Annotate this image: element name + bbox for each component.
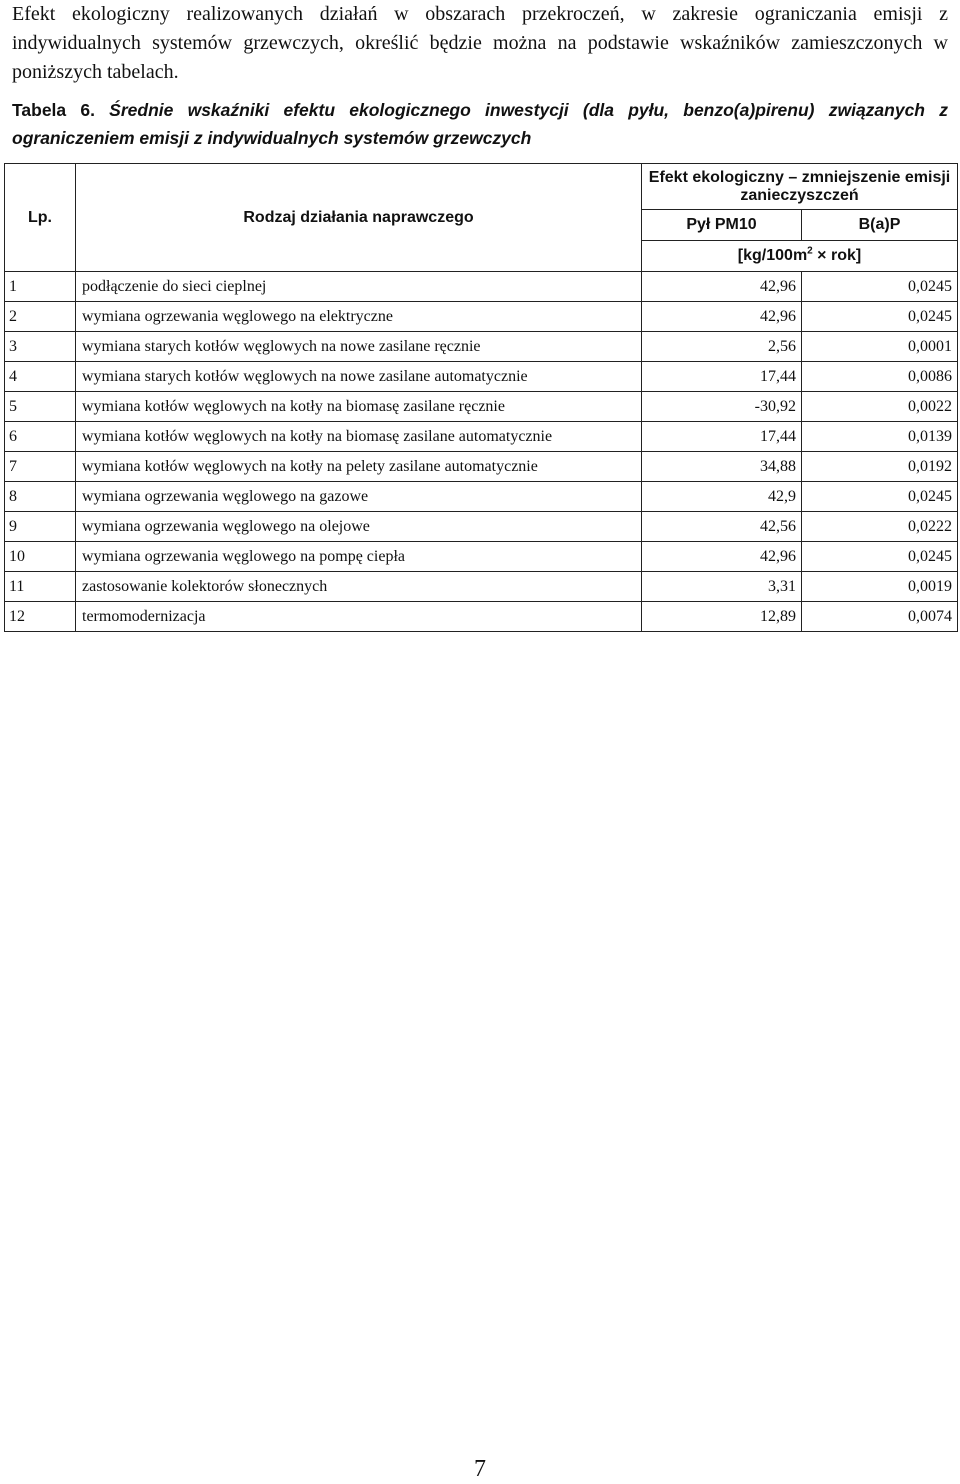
table-row <box>5 392 958 422</box>
row-lp: 2 <box>5 302 76 332</box>
row-lp: 11 <box>5 572 76 602</box>
row-pm10: 12,89 <box>642 602 802 632</box>
table-row <box>5 302 958 332</box>
table-row <box>5 332 958 362</box>
row-lp: 7 <box>5 452 76 482</box>
row-pm10: 2,56 <box>642 332 802 362</box>
header-bap: B(a)P <box>802 210 958 241</box>
row-action: wymiana ogrzewania węglowego na pompę ciepła <box>76 542 642 572</box>
header-lp: Lp. <box>5 164 76 272</box>
row-bap: 0,0245 <box>802 542 958 572</box>
header-effect: Efekt ekologiczny – zmniejszenie emisji zanieczyszczeń <box>642 164 958 210</box>
row-bap: 0,0245 <box>802 482 958 512</box>
row-bap: 0,0001 <box>802 332 958 362</box>
row-action: wymiana kotłów węglowych na kotły na biomasę zasilane ręcznie <box>76 392 642 422</box>
header-unit-sup: 2 <box>807 245 813 257</box>
row-bap: 0,0022 <box>802 392 958 422</box>
table-row <box>5 512 958 542</box>
row-bap: 0,0245 <box>802 302 958 332</box>
row-bap: 0,0222 <box>802 512 958 542</box>
table-row <box>5 272 958 302</box>
row-pm10: 42,96 <box>642 272 802 302</box>
emission-effect-table <box>4 163 958 632</box>
row-lp: 8 <box>5 482 76 512</box>
row-action: termomodernizacja <box>76 602 642 632</box>
row-bap: 0,0245 <box>802 272 958 302</box>
row-lp: 9 <box>5 512 76 542</box>
row-action: wymiana starych kotłów węglowych na nowe zasilane automatycznie <box>76 362 642 392</box>
row-bap: 0,0019 <box>802 572 958 602</box>
header-action: Rodzaj działania naprawczego <box>76 164 642 272</box>
header-unit-prefix: [kg/100m <box>737 247 808 264</box>
intro-paragraph: Efekt ekologiczny realizowanych działań w obszarach przekroczeń, w zakresie ograniczania emisji z indywidualnych systemów grzewczych, określić będzie można na podstawie wskaźników zamieszczonych w poniższych tabelach. <box>12 3 948 83</box>
header-unit-suffix: × rok] <box>812 247 862 264</box>
row-bap: 0,0086 <box>802 362 958 392</box>
row-lp: 6 <box>5 422 76 452</box>
row-pm10: 42,56 <box>642 512 802 542</box>
row-lp: 5 <box>5 392 76 422</box>
row-action: wymiana kotłów węglowych na kotły na pelety zasilane automatycznie <box>76 452 642 482</box>
row-lp: 3 <box>5 332 76 362</box>
row-pm10: 42,9 <box>642 482 802 512</box>
row-pm10: 34,88 <box>642 452 802 482</box>
table-caption-label: Tabela 6. <box>12 100 95 120</box>
row-bap: 0,0074 <box>802 602 958 632</box>
table-caption <box>12 96 948 152</box>
row-action: podłączenie do sieci cieplnej <box>76 272 642 302</box>
table-body <box>5 272 958 632</box>
header-pm10: Pył PM10 <box>642 210 802 241</box>
page-number: 7 <box>474 1456 486 1482</box>
row-pm10: 17,44 <box>642 362 802 392</box>
header-unit <box>642 241 958 272</box>
row-action: zastosowanie kolektorów słonecznych <box>76 572 642 602</box>
table-row <box>5 542 958 572</box>
table-row <box>5 422 958 452</box>
row-pm10: 3,31 <box>642 572 802 602</box>
row-pm10: -30,92 <box>642 392 802 422</box>
table-row <box>5 362 958 392</box>
row-bap: 0,0139 <box>802 422 958 452</box>
row-action: wymiana ogrzewania węglowego na olejowe <box>76 512 642 542</box>
row-pm10: 17,44 <box>642 422 802 452</box>
row-lp: 12 <box>5 602 76 632</box>
row-action: wymiana ogrzewania węglowego na elektryczne <box>76 302 642 332</box>
table-row <box>5 602 958 632</box>
row-pm10: 42,96 <box>642 302 802 332</box>
row-lp: 4 <box>5 362 76 392</box>
row-pm10: 42,96 <box>642 542 802 572</box>
row-bap: 0,0192 <box>802 452 958 482</box>
table-caption-title: Średnie wskaźniki efektu ekologicznego inwestycji (dla pyłu, benzo(a)pirenu) związanych z ograniczeniem emisji z indywidualnych systemów grzewczych <box>12 100 948 148</box>
row-action: wymiana starych kotłów węglowych na nowe zasilane ręcznie <box>76 332 642 362</box>
row-lp: 1 <box>5 272 76 302</box>
row-lp: 10 <box>5 542 76 572</box>
table-row <box>5 452 958 482</box>
table-row <box>5 482 958 512</box>
table-row <box>5 572 958 602</box>
row-action: wymiana ogrzewania węglowego na gazowe <box>76 482 642 512</box>
row-action: wymiana kotłów węglowych na kotły na biomasę zasilane automatycznie <box>76 422 642 452</box>
